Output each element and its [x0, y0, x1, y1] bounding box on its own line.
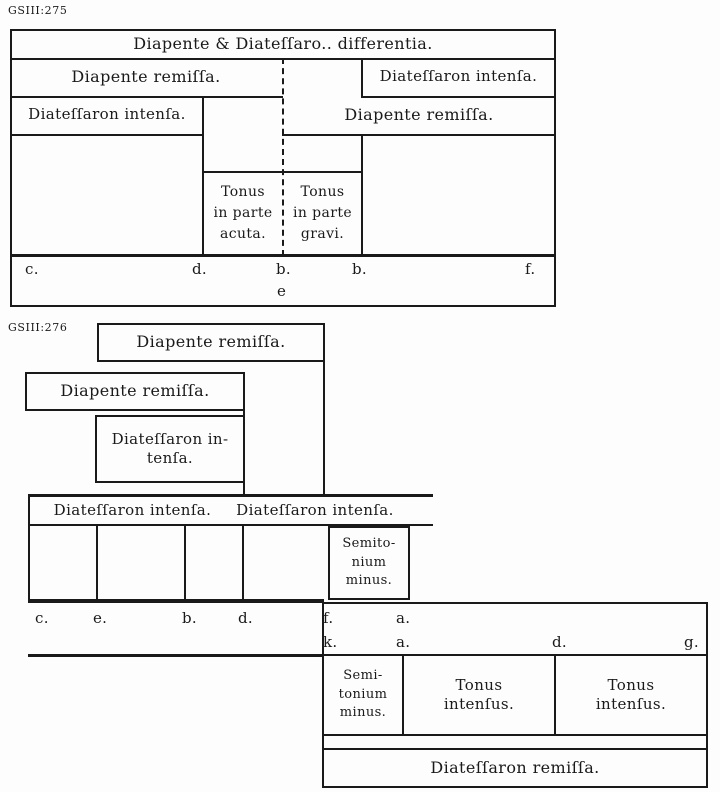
rule-box-letters-bottom	[322, 654, 708, 656]
box-diapente-remissa-second-textcell	[27, 374, 243, 409]
pitch-letter: c.	[35, 609, 49, 627]
cell-text: Diapente remiſſa.	[60, 381, 210, 401]
pitch-letter: a.	[396, 633, 411, 651]
cell-text-line: minus.	[339, 705, 387, 721]
pitch-letter: d.	[238, 609, 253, 627]
cell-text-line: Semi-	[343, 667, 383, 683]
cell-text-line: tonium	[338, 686, 388, 702]
pitch-letter: b.	[182, 609, 197, 627]
cell-text: Diapente remiſſa.	[344, 104, 494, 124]
rule-cells-bottom	[322, 734, 708, 736]
cell-text-line: Tonus	[300, 183, 345, 200]
cell-tonus-intensus-1	[404, 658, 554, 732]
cell-text: Diateſſaron intenſa.	[236, 501, 394, 520]
cell-text-line: acuta.	[219, 225, 267, 242]
figure-275-label: GSIII:275	[8, 4, 68, 17]
pitch-letter: f.	[525, 260, 536, 278]
cell-text: Diapente remiſſa.	[136, 332, 286, 352]
pitch-letter: c.	[25, 260, 39, 278]
cell-text: Diateſſaron intenſa.	[28, 105, 186, 124]
cell-text-line: tenſa.	[146, 449, 194, 467]
cell-text: Diapente remiſſa.	[71, 66, 221, 86]
cell-text-line: Tonus	[607, 675, 655, 694]
pitch-letter: d.	[192, 260, 207, 278]
rule-letters-baseline-left	[28, 599, 324, 603]
cell-text-line: Diateſſaron in-	[111, 429, 229, 448]
cell-text-line: in parte	[213, 204, 273, 221]
cell-text-line: nium	[351, 554, 387, 570]
pitch-letter-e: e	[277, 282, 287, 300]
cell-text-line: minus.	[345, 573, 393, 589]
cell-diatessaron-remissa-bottom	[324, 751, 706, 785]
rule-band-left-edge	[28, 494, 30, 602]
rule-long-left-extension	[28, 654, 322, 657]
cell-text: Diateſſaron remiſſa.	[430, 757, 600, 777]
cell-text-line: Tonus	[455, 675, 503, 694]
pitch-letter: e.	[93, 609, 108, 627]
cell-text: Diateſſaron intenſa.	[379, 67, 538, 86]
cell-text: Diateſſaron intenſa.	[53, 501, 212, 520]
pitch-letter: a.	[396, 609, 411, 627]
rule-hang-d	[242, 526, 244, 600]
cell-text-line: Tonus	[221, 183, 265, 200]
cell-text-line: Semito-	[342, 535, 396, 551]
rule-box-bc-right-drop	[243, 408, 245, 496]
rule-hang-b	[184, 526, 186, 600]
box-semitonium-minus-upper-textcell	[330, 528, 408, 598]
cell-tonus-intensus-2	[556, 658, 706, 732]
cell-diatessaron-intensa-band-left	[30, 499, 235, 523]
pitch-letter: k.	[323, 633, 338, 651]
cell-semitonium-minus-lower	[324, 658, 402, 732]
rule-above-diatessaron-remissa	[322, 748, 708, 750]
box-diatessaron-intensa-tall-textcell	[97, 417, 243, 481]
cell-text-line: in parte	[292, 204, 353, 221]
box-diapente-remissa-top-textcell	[99, 325, 323, 360]
cell-text-line: intenſus.	[443, 695, 515, 713]
pitch-letter: b.	[352, 260, 367, 278]
rule-hang-e	[96, 526, 98, 600]
figure-276-label: GSIII:276	[8, 321, 68, 334]
pitch-letter: b.	[276, 260, 291, 278]
pitch-letter: g.	[684, 633, 699, 651]
pitch-letter: f.	[323, 609, 334, 627]
cell-diatessaron-intensa-band-right	[225, 499, 405, 523]
pitch-letter: d.	[552, 633, 567, 651]
table-title-text: Diapente & Diateſſaro.. differentia.	[133, 33, 433, 53]
rule-box-a-right-drop	[323, 361, 325, 497]
cell-text-line: gravi.	[300, 225, 345, 242]
rule-band-top	[28, 494, 433, 497]
cell-text-line: intenſus.	[595, 695, 667, 713]
